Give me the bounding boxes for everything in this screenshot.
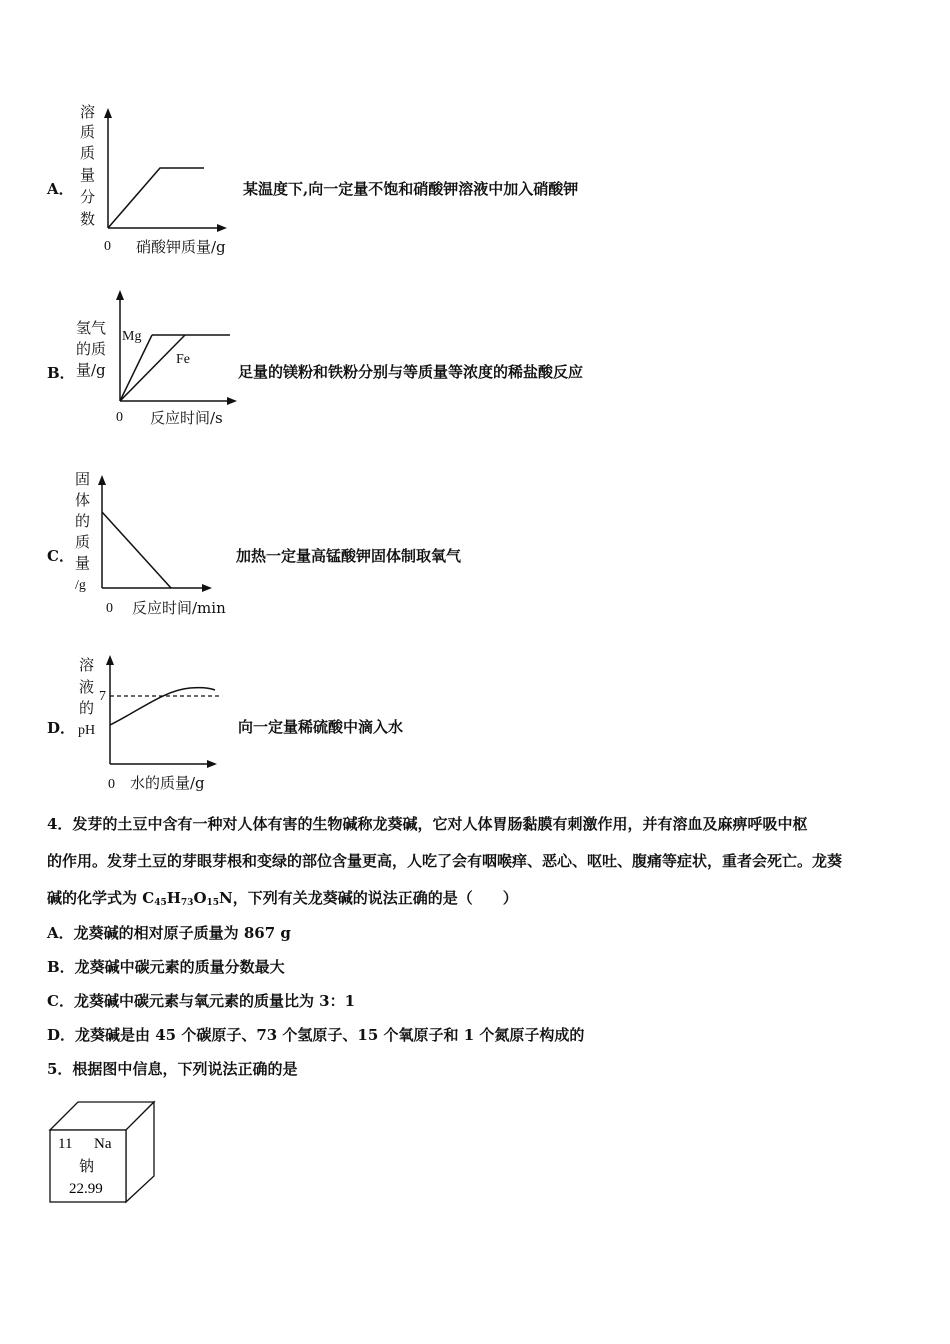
graph-d-ylabel-char: 溶: [79, 656, 95, 674]
chemical-formula: $C_{45}H_{73}O_{15}N$: [142, 889, 233, 908]
option-b-letter: B．: [47, 364, 75, 382]
q4-option-c[interactable]: C．龙葵碱中碳元素与氧元素的质量比为 3：1: [47, 992, 356, 1010]
element-symbol: Na: [94, 1136, 112, 1152]
graph-a-ylabel-char: 溶: [80, 103, 96, 121]
graph-b-mg-line: [120, 335, 152, 401]
graph-a-curve: [108, 168, 204, 228]
option-a-letter: A．: [47, 180, 74, 198]
graph-c-origin: 0: [106, 601, 113, 616]
graph-d-ref-label: 7: [99, 689, 106, 704]
q4-stem-line1: 4．发芽的土豆中含有一种对人体有害的生物碱称龙葵碱，它对人体胃肠黏膜有刺激作用，并有溶血及麻痹呼吸中枢: [47, 815, 808, 833]
graph-c-curve: [102, 512, 171, 588]
graph-d-origin: 0: [108, 777, 115, 792]
graph-d-ylabel-char: pH: [78, 723, 96, 738]
graph-b-y-arrow: [116, 290, 124, 300]
graph-d-ylabel-char: 的: [79, 699, 95, 717]
graph-d-ylabel-char: 液: [79, 678, 95, 696]
graph-a-caption: 某温度下,向一定量不饱和硝酸钾溶液中加入硝酸钾: [243, 180, 579, 198]
graph-a-x-arrow: [217, 224, 227, 232]
graph-a-ylabel: [80, 103, 95, 228]
q4-option-d[interactable]: D．龙葵碱是由 45 个碳原子、73 个氢原子、15 个氧原子和 1 个氮原子构成的: [47, 1026, 585, 1044]
graph-b-mg-label: Mg: [122, 329, 142, 344]
graph-d-x-arrow: [207, 760, 217, 768]
graph-b-fe-label: Fe: [176, 352, 190, 367]
graph-a-y-arrow: [104, 108, 112, 118]
graph-d-ylabel: [78, 656, 95, 738]
graph-b-ylabel-line: 的质: [76, 340, 107, 358]
graph-a-ylabel-char: 质: [80, 123, 96, 141]
graph-d-curve: [110, 688, 215, 725]
graph-a-ylabel-char: 分: [80, 188, 96, 206]
graph-b-xlabel: 反应时间/s: [150, 409, 223, 427]
graph-c-ylabel-char: 质: [75, 533, 91, 551]
q5-stem: 5．根据图中信息，下列说法正确的是: [47, 1060, 298, 1078]
graph-c-ylabel-char: 量: [75, 554, 91, 572]
graph-c-caption: 加热一定量高锰酸钾固体制取氧气: [236, 547, 462, 565]
q4-option-a[interactable]: A．龙葵碱的相对原子质量为 867 g: [47, 924, 291, 942]
option-d-letter: D．: [47, 719, 76, 737]
graph-a-origin: 0: [104, 239, 111, 254]
graph-b-x-arrow: [227, 397, 237, 405]
graph-a-ylabel-char: 质: [80, 144, 96, 162]
q4-stem-line3-pre: 碱的化学式为: [47, 889, 143, 907]
graph-a-ylabel-char: 量: [80, 166, 96, 184]
graph-b-ylabel: [76, 319, 106, 379]
graph-a-xlabel: 硝酸钾质量/g: [136, 238, 226, 256]
graph-a: [70, 100, 260, 260]
graph-b: [70, 285, 270, 435]
graph-c-x-arrow: [202, 584, 212, 592]
graph-b-caption: 足量的镁粉和铁粉分别与等质量等浓度的稀盐酸反应: [238, 363, 584, 381]
graph-d-y-arrow: [106, 655, 114, 665]
q4-stem-line3-post: ，下列有关龙葵碱的说法正确的是（ ）: [232, 889, 518, 907]
graph-c-ylabel-char: 体: [75, 491, 91, 509]
q4-stem-line3: [47, 887, 518, 908]
graph-b-ylabel-line: 量/g: [76, 361, 106, 379]
graph-a-ylabel-char: 数: [80, 210, 96, 228]
graph-c-ylabel-char: 的: [75, 512, 91, 530]
element-name: 钠: [79, 1157, 95, 1175]
option-c-letter: C．: [47, 547, 74, 565]
graph-d-xlabel: 水的质量/g: [130, 774, 205, 792]
graph-b-ylabel-line: 氢气: [76, 319, 107, 337]
graph-b-origin: 0: [116, 410, 123, 425]
graph-c-y-arrow: [98, 475, 106, 485]
atomic-number: 11: [58, 1136, 73, 1152]
graph-d-caption: 向一定量稀硫酸中滴入水: [238, 718, 404, 736]
q4-stem-line2: 的作用。发芽土豆的芽眼芽根和变绿的部位含量更高，人吃了会有咽喉痒、恶心、呕吐、腹痛等症状，重者会死亡。龙葵: [47, 852, 843, 870]
atomic-mass: 22.99: [69, 1181, 103, 1197]
graph-c-ylabel-char: 固: [75, 470, 91, 488]
graph-c-ylabel: [75, 470, 90, 593]
q4-option-b[interactable]: B．龙葵碱中碳元素的质量分数最大: [47, 958, 285, 976]
graph-c-xlabel: 反应时间/min: [132, 599, 226, 617]
graph-c-ylabel-char: /g: [75, 578, 86, 593]
element-card-sodium: [48, 1100, 158, 1205]
graph-b-fe-line: [120, 335, 185, 401]
